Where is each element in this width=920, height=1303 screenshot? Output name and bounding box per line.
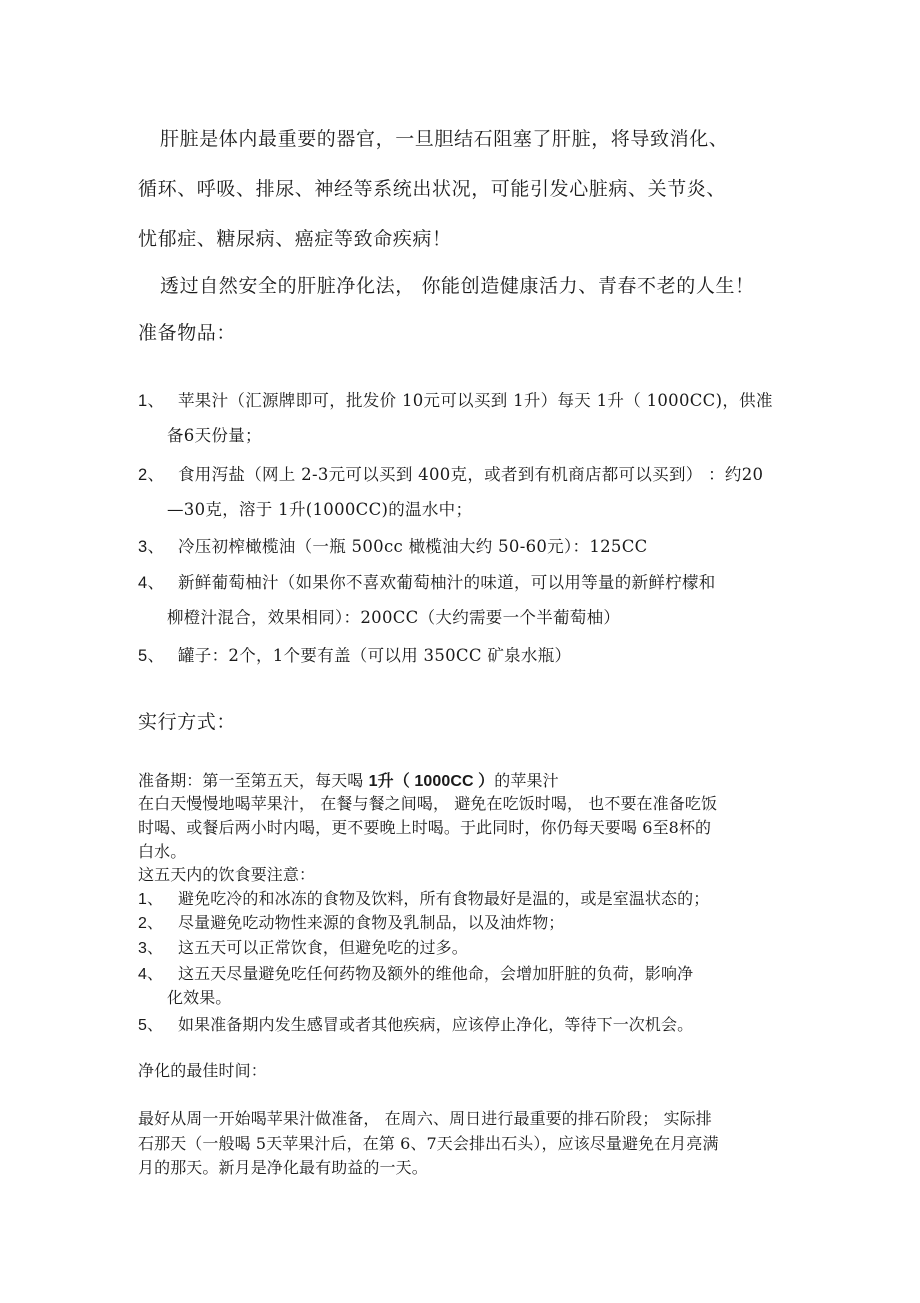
intro-line: 忧郁症、糖尿病、癌症等致命疾病！ xyxy=(138,228,452,250)
materials-item-cont: —30克，溶于 1升(1000CC)的温水中； xyxy=(167,500,473,519)
materials-item xyxy=(138,642,571,666)
timing-heading: 净化的最佳时间： xyxy=(138,1061,267,1080)
item-number: 3、 xyxy=(138,940,164,957)
prep-line: 白水。 xyxy=(138,842,187,861)
timing-line: 最好从周一开始喝苹果汁做准备， 在周六、周日进行最重要的排石阶段； 实际排 xyxy=(138,1109,712,1128)
prep-period-title xyxy=(138,768,559,791)
item-number: 2、 xyxy=(138,915,164,932)
prep-title-bold: 1升（ 1000CC ） xyxy=(368,773,495,790)
diet-item xyxy=(138,961,693,984)
item-text: 苹果汁（汇源牌即可，批发价 10元可以买到 1升）每天 1升（ 1000CC)，供准 xyxy=(178,391,773,410)
diet-item xyxy=(138,886,709,909)
item-number: 1、 xyxy=(138,891,164,908)
intro-line: 循环、呼吸、排尿、神经等系统出状况，可能引发心脏病、关节炎、 xyxy=(138,178,727,200)
prep-title-text: 准备期：第一至第五天，每天喝 xyxy=(138,771,369,790)
diet-item xyxy=(138,935,468,958)
item-number: 4、 xyxy=(138,574,165,592)
item-number: 3、 xyxy=(138,538,165,556)
materials-heading: 准备物品： xyxy=(138,322,237,344)
item-number: 4、 xyxy=(138,966,164,983)
item-number: 5、 xyxy=(138,1017,164,1034)
item-number: 2、 xyxy=(138,466,165,484)
diet-item xyxy=(138,1012,693,1035)
method-heading: 实行方式： xyxy=(138,711,237,733)
item-number: 1、 xyxy=(138,392,165,410)
diet-item-cont: 化效果。 xyxy=(167,988,232,1007)
prep-title-text: 的苹果汁 xyxy=(494,771,559,790)
item-text: 这五天尽量避免吃任何药物及额外的维他命，会增加肝脏的负荷，影响净 xyxy=(178,964,694,983)
item-number: 5、 xyxy=(138,647,165,665)
intro-line: 肝脏是体内最重要的器官，一旦胆结石阻塞了肝脏，将导致消化、 xyxy=(160,128,729,150)
item-text: 这五天可以正常饮食，但避免吃的过多。 xyxy=(178,938,468,957)
item-text: 罐子：2个，1个要有盖（可以用 350CC 矿泉水瓶） xyxy=(178,646,572,665)
item-text: 冷压初榨橄榄油（一瓶 500cc 橄榄油大约 50-60元）：125CC xyxy=(178,537,648,556)
diet-item xyxy=(138,910,564,933)
item-text: 尽量避免吃动物性来源的食物及乳制品，以及油炸物； xyxy=(178,913,565,932)
materials-item xyxy=(138,569,716,593)
diet-heading: 这五天内的饮食要注意： xyxy=(138,865,316,884)
item-text: 新鲜葡萄柚汁（如果你不喜欢葡萄柚汁的味道，可以用等量的新鲜柠檬和 xyxy=(178,573,716,592)
item-text: 食用泻盐（网上 2-3元可以买到 400克，或者到有机商店都可以买到） ：约20 xyxy=(178,465,764,484)
materials-item xyxy=(138,387,773,411)
materials-item xyxy=(138,533,648,557)
item-text: 避免吃冷的和冰冻的食物及饮料，所有食物最好是温的，或是室温状态的； xyxy=(178,889,710,908)
prep-line: 时喝、或餐后两小时内喝，更不要晚上时喝。于此同时，你仍每天要喝 6至8杯的 xyxy=(138,818,712,837)
prep-line: 在白天慢慢地喝苹果汁， 在餐与餐之间喝， 避免在吃饭时喝， 也不要在准备吃饭 xyxy=(138,794,718,813)
timing-line: 石那天（一般喝 5天苹果汁后，在第 6、7天会排出石头），应该尽量避免在月亮满 xyxy=(138,1134,719,1153)
materials-item xyxy=(138,461,763,485)
timing-line: 月的那天。新月是净化最有助益的一天。 xyxy=(138,1158,428,1177)
materials-item-cont: 备6天份量； xyxy=(167,426,262,445)
item-text: 如果准备期内发生感冒或者其他疾病，应该停止净化，等待下一次机会。 xyxy=(178,1015,694,1034)
intro-line: 透过自然安全的肝脏净化法， 你能创造健康活力、青春不老的人生！ xyxy=(160,275,755,297)
materials-item-cont: 柳橙汁混合，效果相同）：200CC（大约需要一个半葡萄柚） xyxy=(167,608,621,627)
